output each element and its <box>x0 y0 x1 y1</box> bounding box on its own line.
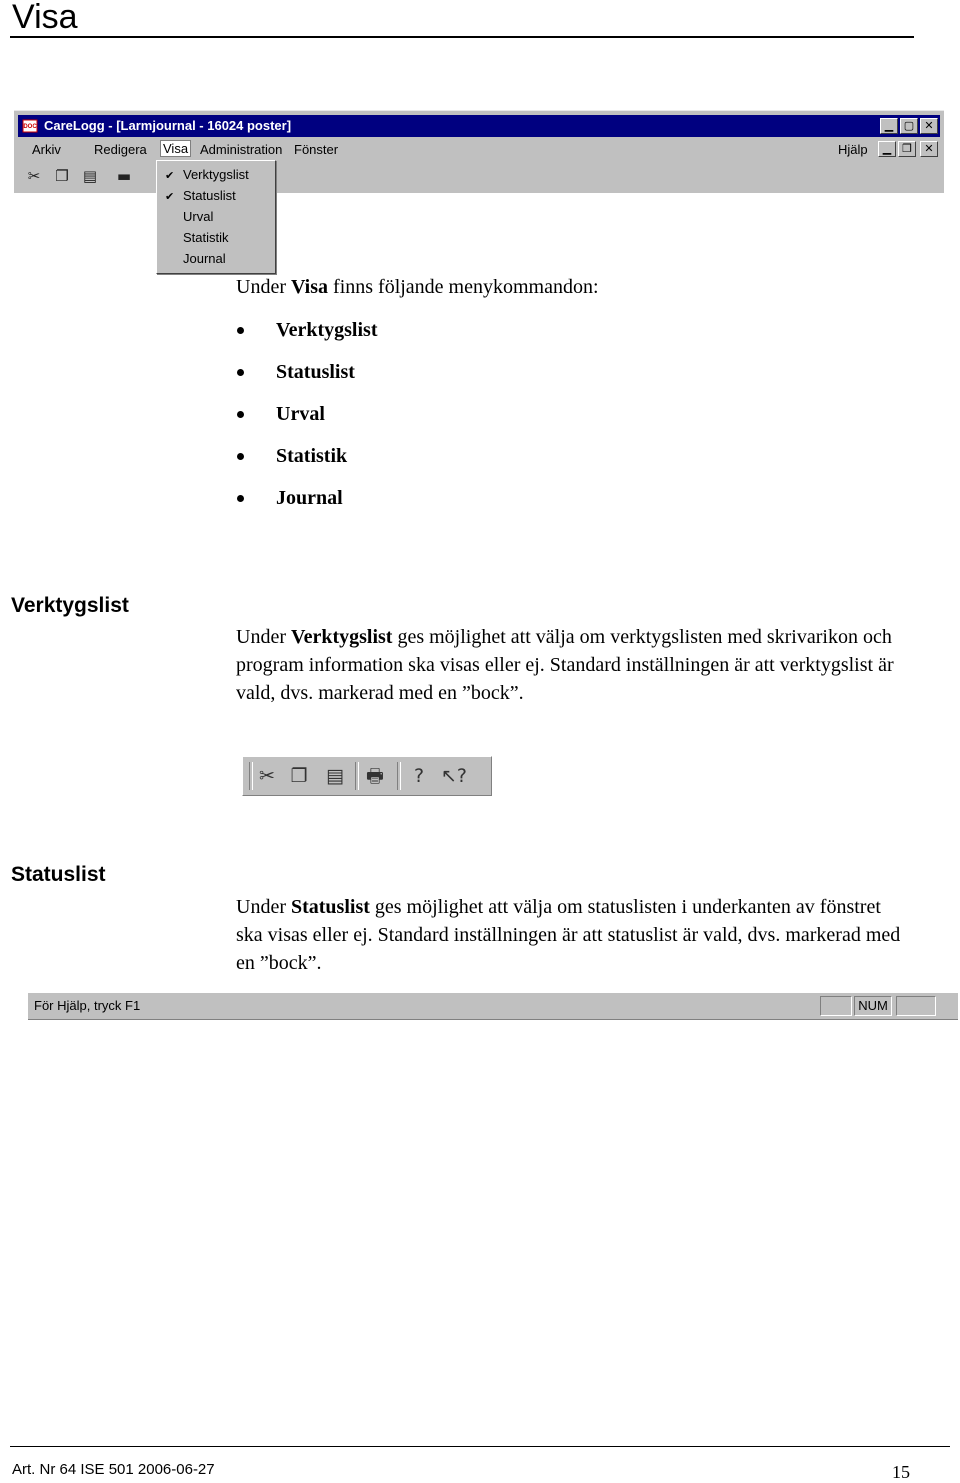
status-bar-example <box>28 992 958 1020</box>
paste-icon[interactable]: ▤ <box>326 765 344 787</box>
dropdown-item-statistik[interactable]: Statistik <box>183 230 229 245</box>
intro-text: Under Visa finns följande menykommandon: <box>236 276 599 298</box>
menu-bar <box>18 139 940 161</box>
print-icon[interactable]: ▬ <box>116 167 132 185</box>
section-heading-verktygslist: Verktygslist <box>11 594 129 617</box>
doc-minimize-button[interactable]: ▁ <box>878 141 896 157</box>
checkmark-icon: ✔ <box>165 190 175 203</box>
visa-dropdown-menu <box>156 160 276 274</box>
status-text: För Hjälp, tryck F1 <box>34 998 141 1013</box>
status-panel <box>820 996 852 1016</box>
toolbar-example <box>242 756 492 796</box>
heading-rule <box>10 36 914 38</box>
toolbar-separator <box>355 762 359 790</box>
svg-text:DOC: DOC <box>23 124 37 130</box>
cut-icon[interactable]: ✂ <box>27 167 41 185</box>
help-icon[interactable]: ? <box>413 765 425 787</box>
list-item: Urval <box>236 402 377 444</box>
doc-restore-button[interactable]: ❐ <box>898 141 916 157</box>
app-icon <box>22 118 38 134</box>
window-title: CareLogg - [Larmjournal - 16024 poster] <box>44 118 292 133</box>
dropdown-item-urval[interactable]: Urval <box>183 209 214 224</box>
page-number: 15 <box>892 1462 910 1482</box>
minimize-button[interactable]: ▁ <box>880 118 898 134</box>
dropdown-item-verktygslist[interactable]: Verktygslist <box>183 167 249 182</box>
section-heading-statuslist: Statuslist <box>11 863 106 886</box>
list-item: Verktygslist <box>236 318 377 360</box>
footer-rule <box>10 1446 950 1447</box>
maximize-button[interactable]: ▢ <box>900 118 918 134</box>
print-icon[interactable]: 🖶 <box>366 765 384 787</box>
num-lock-indicator: NUM <box>854 996 892 1016</box>
dropdown-item-statuslist[interactable]: Statuslist <box>183 188 236 203</box>
dropdown-item-journal[interactable]: Journal <box>183 251 226 266</box>
status-panel <box>896 996 936 1016</box>
doc-close-button[interactable]: ✕ <box>920 141 938 157</box>
copy-icon[interactable]: ❐ <box>290 765 308 787</box>
toolbar-separator <box>397 762 401 790</box>
carelogg-window <box>14 110 944 193</box>
paste-icon[interactable]: ▤ <box>82 167 98 185</box>
toolbar-strip <box>18 163 158 189</box>
command-list <box>236 318 377 528</box>
paragraph-verktygslist: Under Verktygslist ges möjlighet att välja om verktygslisten med skrivarikon och program information ska visas eller ej. Standard inställningen är att verktygslist är vald, dvs. markerad med en ”bock”. <box>236 626 894 704</box>
menu-administration[interactable]: Administration <box>200 142 283 157</box>
copy-icon[interactable]: ❐ <box>55 167 69 185</box>
menu-redigera[interactable]: Redigera <box>94 142 147 157</box>
close-button[interactable]: ✕ <box>920 118 938 134</box>
title-bar <box>18 115 940 137</box>
menu-visa[interactable]: Visa <box>160 140 191 157</box>
menu-hjalp[interactable]: Hjälp <box>838 142 868 157</box>
paragraph-statuslist: Under Statuslist ges möjlighet att välja om statuslisten i underkanten av fönstret ska visas eller ej. Standard inställningen är att statuslist är vald, dvs. markerad med en ”bock”. <box>236 896 901 974</box>
toolbar-separator <box>249 762 253 790</box>
page-heading: Visa <box>12 0 78 36</box>
checkmark-icon: ✔ <box>165 169 175 182</box>
footer-article-number: Art. Nr 64 ISE 501 2006-06-27 <box>12 1461 215 1478</box>
list-item: Statistik <box>236 444 377 486</box>
menu-fonster[interactable]: Fönster <box>294 142 339 157</box>
list-item: Statuslist <box>236 360 377 402</box>
list-item: Journal <box>236 486 377 528</box>
menu-arkiv[interactable]: Arkiv <box>32 142 61 157</box>
context-help-icon[interactable]: ↖? <box>441 765 468 787</box>
cut-icon[interactable]: ✂ <box>259 765 275 787</box>
